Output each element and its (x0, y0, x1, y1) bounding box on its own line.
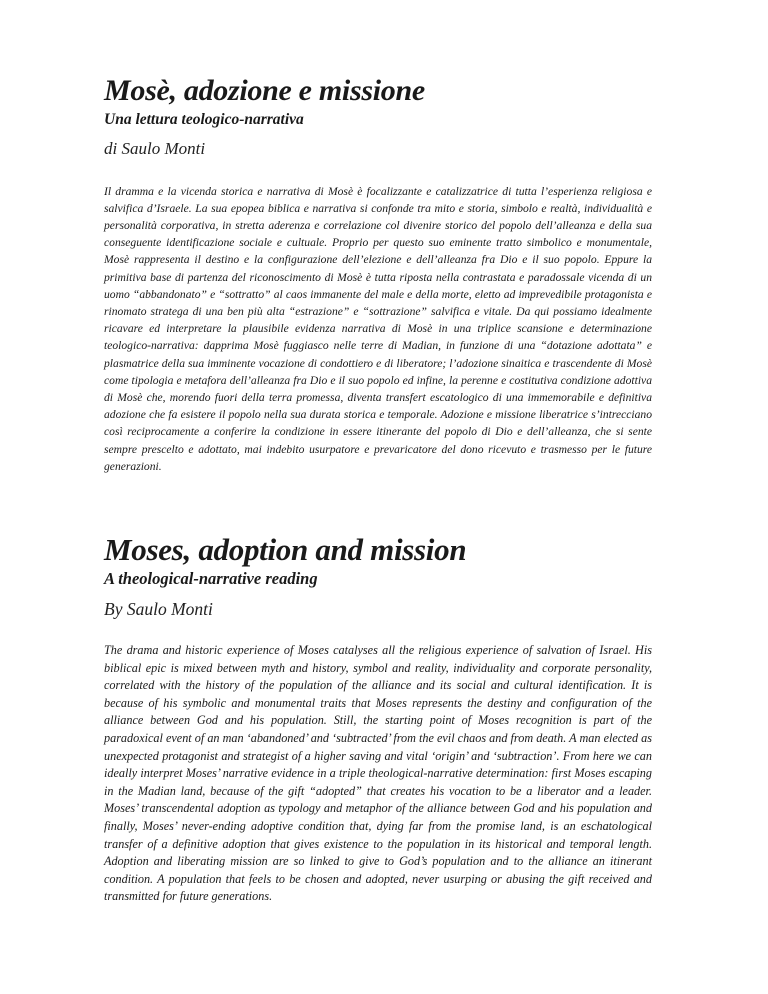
english-abstract: The drama and historic experience of Moses catalyses all the religious experience of salvation of Israel. His biblical epic is mixed between myth and history, symbol and reality, individuality and corporate personality, correlated with the history of the population of the alliance and its social and cultural identification. It is because of his symbolic and monumental traits that Moses represents the destiny and configuration of the alliance between God and his population. Still, the starting point of Moses recognition is part of the paradoxical event of an man ‘abandoned’ and ‘subtracted’ from the evil chaos and from death. A man elected as unexpected protagonist and strategist of a higher saving and vital ‘origin’ and ‘subtraction’. From here we can ideally interpret Moses’ narrative evidence in a triple theological-narrative determination: first Moses escaping in the Madian land, because of the gift “adopted” that creates his vocation to be a liberator and a leader. Moses’ transcendental adoption as typology and metaphor of the alliance between God and his population and finally, Moses’ never-ending adoptive condition that, dying far from the promise land, is an eschatological transfer of a definitive adoption that gives existence to the population in its historical and temporal length. Adoption and liberating mission are so linked to give to God’s population and to the alliance an itinerant condition. A population that feels to be chosen and adopted, never usurping or abusing the gift received and transmitted for future generations. (104, 643, 652, 904)
italian-abstract: Il dramma e la vicenda storica e narrativa di Mosè è focalizzante e catalizzatrice di tutta l’esperienza religiosa e salvifica d’Israele. La sua epopea biblica e narrativa si confonde tra mito e storia, simbolo e realtà, individualità e personalità corporativa, in stretta aderenza e correlazione col divenire storico del popolo dell’alleanza e della sua conseguente identificazione sociale e cultuale. Proprio per questo suo eminente tratto simbolico e monumentale, Mosè rappresenta il destino e la configurazione dell’elezione e dell’alleanza fra Dio e il suo popolo. Eppure la primitiva base di partenza del riconoscimento di Mosè è tutta riposta nella contrastata e paradossale vicenda di un uomo “abbandonato” e “sottratto” al caos immanente del male e della morte, eletto ad imprevedibile protagonista e rinomato stratega di una ben più alta “estrazione” e “sottrazione” salvifica e vitale. Da qui possiamo idealmente ricavare ed interpretare la plausibile evidenza narrativa di Mosè in una triplice scansione e determinazione teologico-narrativa: dapprima Mosè fuggiasco nelle terre di Madian, in funzione di una “dotazione adottata” e plasmatrice della sua imminente vocazione di condottiero e di liberatore; l’adozione sinaitica e trascendente di Mosè come tipologia e metafora dell’alleanza fra Dio e il suo popolo ed infine, la perenne e costitutiva condizione adottiva di Mosè che, morendo fuori della terra promessa, diventa transfert escatologico di una immemorabile e definitiva adozione che fa esistere il popolo nella sua durata storica e temporale. Adozione e missione liberatrice s’intrecciano così reciprocamente a conferire la condizione in essere itinerante del popolo di Dio e dell’alleanza, che si sente sempre prescelto e adottato, mai indebito usurpatore e prevaricatore del dono ricevuto e trasmesso per le future generazioni. (104, 184, 652, 473)
english-title: Moses, adoption and mission (104, 532, 467, 567)
italian-title: Mosè, adozione e missione (104, 74, 425, 107)
english-byline: By Saulo Monti (104, 598, 213, 619)
english-section (104, 534, 652, 906)
english-subtitle: A theological-narrative reading (104, 569, 318, 588)
italian-byline: di Saulo Monti (104, 138, 206, 158)
italian-section (104, 76, 652, 475)
italian-subtitle: Una lettura teologico-narrativa (104, 111, 304, 128)
